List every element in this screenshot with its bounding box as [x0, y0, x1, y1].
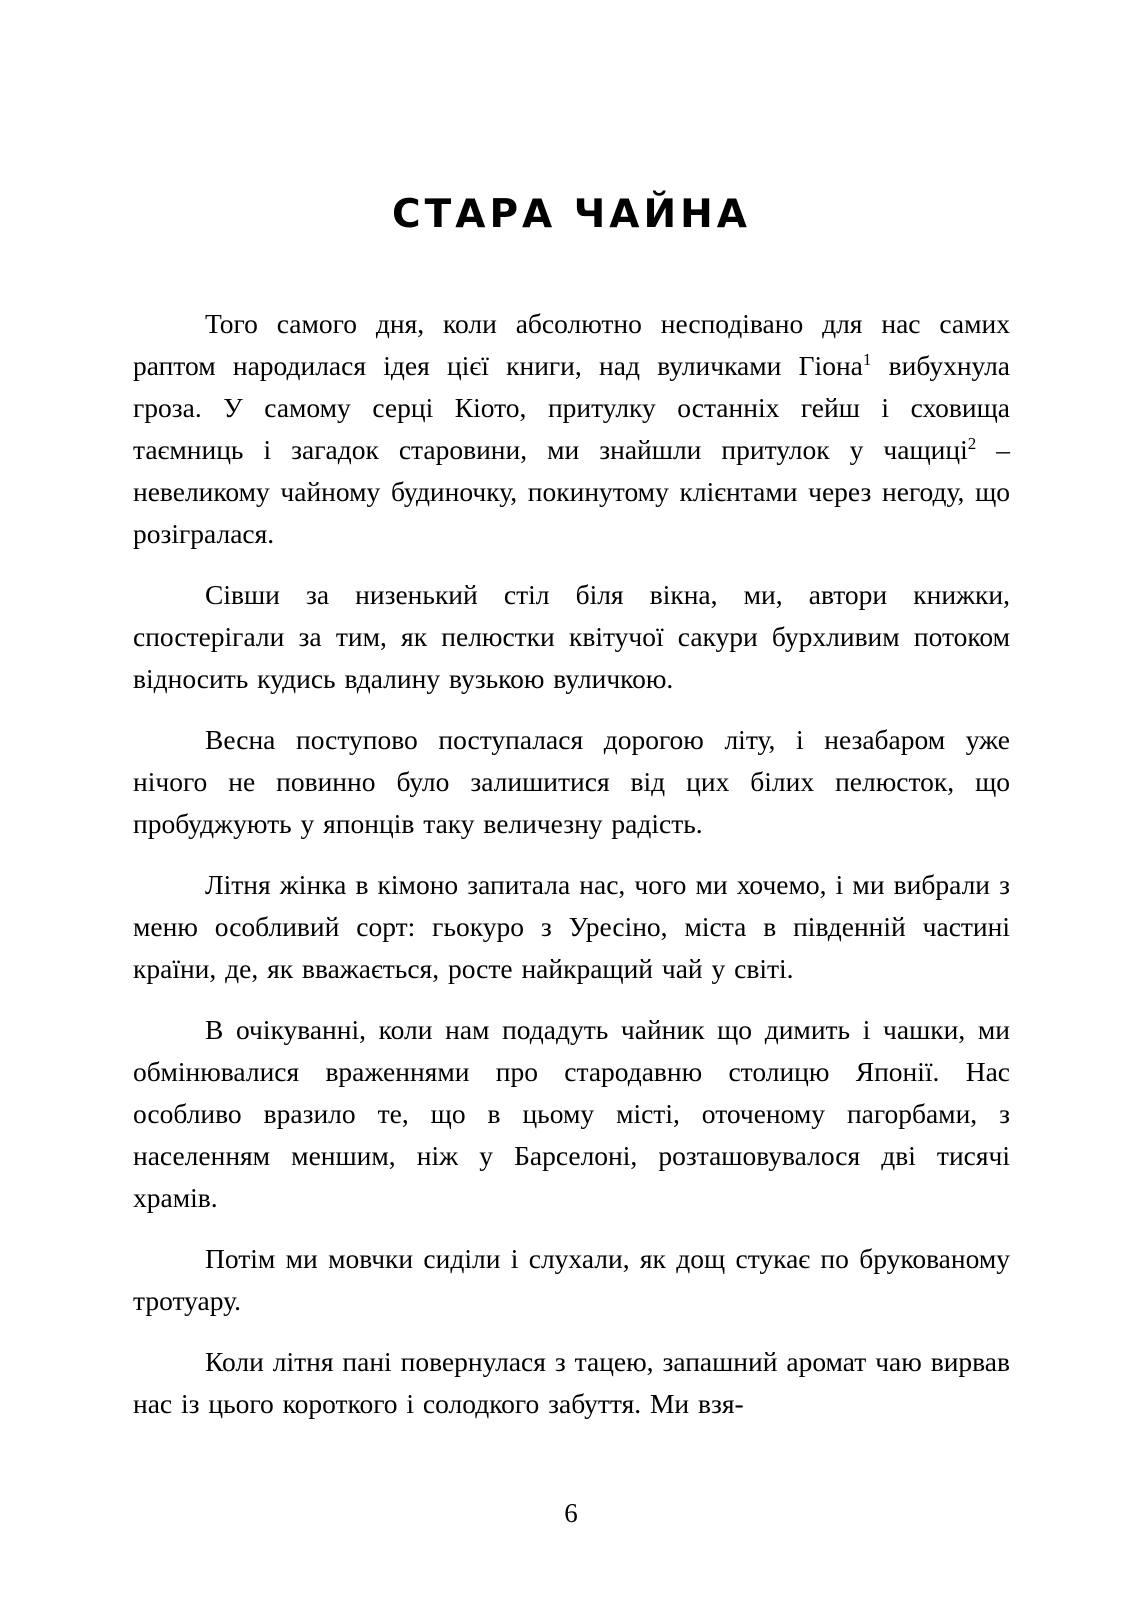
paragraph: В очікуванні, коли нам подадуть чайник що димить і чашки, ми обмінювалися враженнями про стародавню столицю Японії. Нас особливо вразило те, що в цьому місті, оточеному пагорбами, з населенням меншим, ніж у Барселоні, розташовувалося дві тисячі храмів. — [133, 1014, 1010, 1213]
footnote-ref-1: 1 — [862, 349, 872, 369]
paragraph: Коли літня пані повернулася з тацею, запашний аромат чаю вирвав нас із цього короткого і солодкого забуття. Ми взя- — [133, 1346, 1010, 1419]
footnote-ref-2: 2 — [967, 433, 977, 453]
paragraph: Потім ми мовчки сиділи і слухали, як дощ стукає по брукованому тротуару. — [133, 1243, 1010, 1316]
paragraph: Сівши за низенький стіл біля вікна, ми, автори книжки, спостерігали за тим, як пелюстки квітучої сакури бурхливим потоком відносить кудись вдалину вузькою вуличкою. — [133, 579, 1010, 694]
paragraph: Літня жінка в кімоно запитала нас, чого ми хочемо, і ми вибрали з меню особливий сорт: гьокуро з Уресіно, міста в південній частині країни, де, як вважається, росте найкращий чай у світі. — [133, 869, 1010, 984]
paragraph: Весна поступово поступалася дорогою літу, і незабаром уже нічого не повинно було залишитися від цих білих пелюсток, що пробуджують у японців таку величезну радість. — [133, 724, 1010, 839]
paragraph — [133, 303, 1010, 555]
paragraph-text: Того самого дня, коли абсолютно несподівано для нас самих раптом народилася ідея цієї книги, над вуличками Гіона — [133, 308, 1010, 381]
page-number: 6 — [564, 1498, 578, 1528]
paragraph-text: – невеликому чайному будиночку, покинутому клієнтами через негоду, що розігралася. — [133, 434, 1011, 549]
chapter-title: СТАРА ЧАЙНА — [392, 192, 751, 237]
paragraph-text: вибухнула гроза. У самому серці Кіото, притулку останніх гейш і сховища таємниць і загадок старовини, ми знайшли притулок у чащиці — [133, 350, 1011, 465]
page-body — [133, 303, 1010, 1425]
